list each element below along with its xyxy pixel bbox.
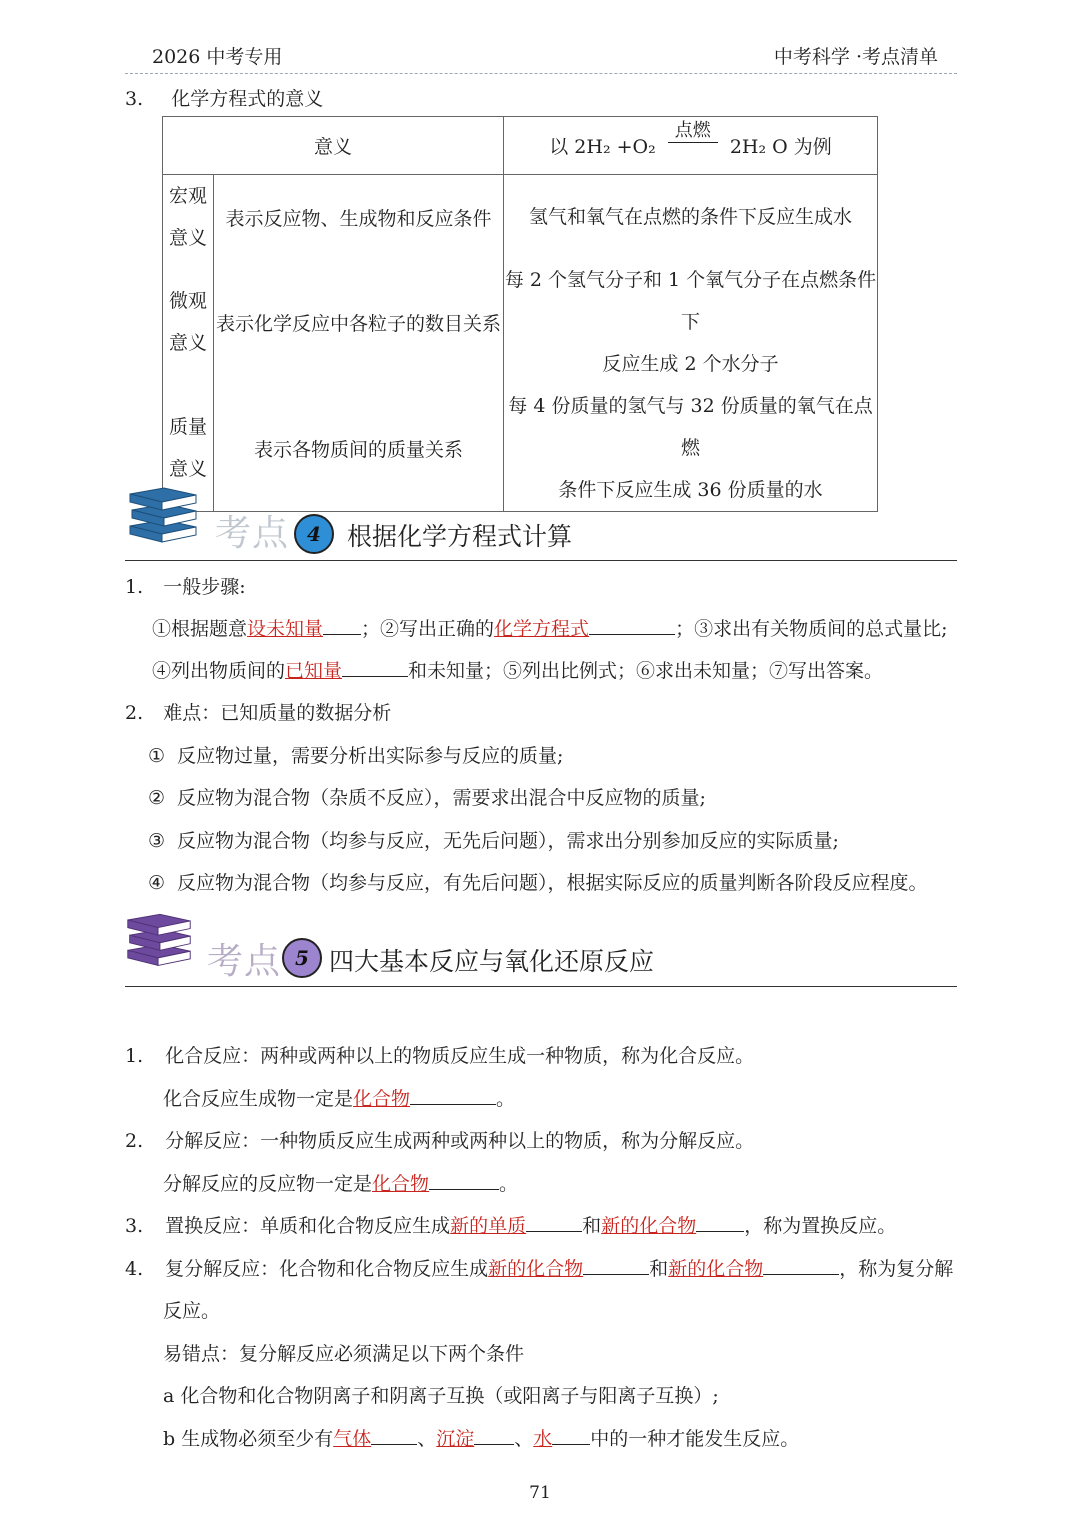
blank-answer: 新的化合物 — [668, 1258, 764, 1280]
section3-heading — [125, 84, 323, 111]
kaodian5-rule — [125, 986, 957, 987]
tip-heading: 易错点：复分解反应必须满足以下两个条件 — [163, 1343, 525, 1365]
table-row-label: 质量 意义 — [163, 385, 214, 512]
condition-a: a 化合物和化合物阴离子和阴离子互换（或阳离子与阳离子互换）; — [163, 1385, 719, 1407]
reaction-item-1: 1. 化合反应：两种或两种以上的物质反应生成一种物质，称为化合反应。 — [125, 1045, 755, 1067]
blank-answer: 化合物 — [353, 1088, 411, 1110]
book-stack-icon — [124, 906, 194, 975]
difficulty-item: ④ 反应物为混合物（均参与反应，有先后问题），根据实际反应的质量判断各阶段反应程度。 — [148, 872, 928, 894]
blank-answer: 气体 — [333, 1428, 372, 1450]
reaction-condition: 点燃 — [674, 120, 711, 141]
reaction-arrow — [662, 120, 724, 158]
reaction-item-3: 3. 置换反应：单质和化合物反应生成新的单质 和新的化合物 ，称为置换反应。 — [125, 1215, 897, 1237]
kaodian5-title: 四大基本反应与氧化还原反应 — [329, 947, 655, 976]
table-row-desc: 表示各物质间的质量关系 — [214, 385, 504, 512]
table-row-desc: 表示化学反应中各粒子的数目关系 — [214, 259, 504, 385]
kaodian-number-badge: 4 — [294, 514, 334, 554]
book-stack-icon — [126, 480, 200, 551]
header-right: 中考科学 ·考点清单 — [773, 46, 938, 68]
steps-line-2: ④列出物质间的已知量 和未知量；⑤列出比例式；⑥求出未知量；⑦写出答案。 — [152, 660, 884, 682]
section3-number: 3. — [125, 88, 144, 110]
section3-title: 化学方程式的意义 — [171, 88, 324, 110]
blank-answer: 水 — [533, 1428, 553, 1450]
table-row-example: 每 4 份质量的氢气与 32 份质量的氧气在点燃 条件下反应生成 36 份质量的水 — [504, 385, 878, 512]
blank-answer: 新的单质 — [450, 1215, 527, 1237]
steps-line-1: ①根据题意设未知量 ；②写出正确的化学方程式 ；③求出有关物质间的总式量比; — [152, 618, 948, 640]
kaodian-number-badge: 5 — [282, 938, 322, 978]
reaction-item-2-note: 分解反应的反应物一定是化合物 。 — [163, 1173, 519, 1195]
table-row-example: 每 2 个氢气分子和 1 个氧气分子在点燃条件下 反应生成 2 个水分子 — [504, 259, 878, 385]
difficulty-heading: 2. 难点：已知质量的数据分析 — [125, 702, 392, 724]
kaodian-label: 考点 — [215, 513, 290, 554]
blank-answer: 设未知量 — [247, 618, 324, 640]
reaction-item-4-cont: 反应。 — [163, 1300, 221, 1322]
reaction-item-2: 2. 分解反应：一种物质反应生成两种或两种以上的物质，称为分解反应。 — [125, 1130, 755, 1152]
blank-answer: 新的化合物 — [488, 1258, 584, 1280]
steps-heading: 1. 一般步骤: — [125, 576, 246, 598]
header-left: 2026 中考专用 — [152, 46, 283, 68]
table-header-example: 以 2H₂ +O₂ 点燃 2H₂ O 为例 — [504, 117, 878, 175]
reaction-item-1-note: 化合反应生成物一定是化合物 。 — [163, 1088, 516, 1110]
blank-answer: 沉淀 — [436, 1428, 475, 1450]
difficulty-item: ① 反应物过量，需要分析出实际参与反应的质量; — [148, 745, 564, 767]
blank-answer: 新的化合物 — [601, 1215, 697, 1237]
condition-b: b 生成物必须至少有气体 、沉淀 、水 中的一种才能发生反应。 — [163, 1428, 800, 1450]
kaodian4-rule — [125, 560, 957, 561]
equation-meaning-table — [162, 116, 878, 512]
blank-answer: 已知量 — [285, 660, 343, 682]
difficulty-item: ② 反应物为混合物（杂质不反应），需要求出混合中反应物的质量; — [148, 787, 706, 809]
kaodian-label: 考点 — [207, 941, 282, 982]
page-number: 71 — [529, 1483, 551, 1503]
table-header-meaning: 意义 — [163, 117, 504, 175]
table-row-label: 微观 意义 — [163, 259, 214, 385]
difficulty-item: ③ 反应物为混合物（均参与反应，无先后问题），需求出分别参加反应的实际质量; — [148, 830, 839, 852]
table-row-label: 宏观 意义 — [163, 175, 214, 260]
blank-answer: 化合物 — [372, 1173, 430, 1195]
table-row-example: 氢气和氧气在点燃的条件下反应生成水 — [504, 175, 878, 260]
reaction-item-4: 4. 复分解反应：化合物和化合物反应生成新的化合物 和新的化合物 ，称为复分解 — [125, 1258, 954, 1280]
kaodian4-title: 根据化学方程式计算 — [347, 522, 573, 551]
header-divider — [125, 73, 957, 74]
table-row-desc: 表示反应物、生成物和反应条件 — [214, 175, 504, 260]
blank-answer: 化学方程式 — [494, 618, 590, 640]
